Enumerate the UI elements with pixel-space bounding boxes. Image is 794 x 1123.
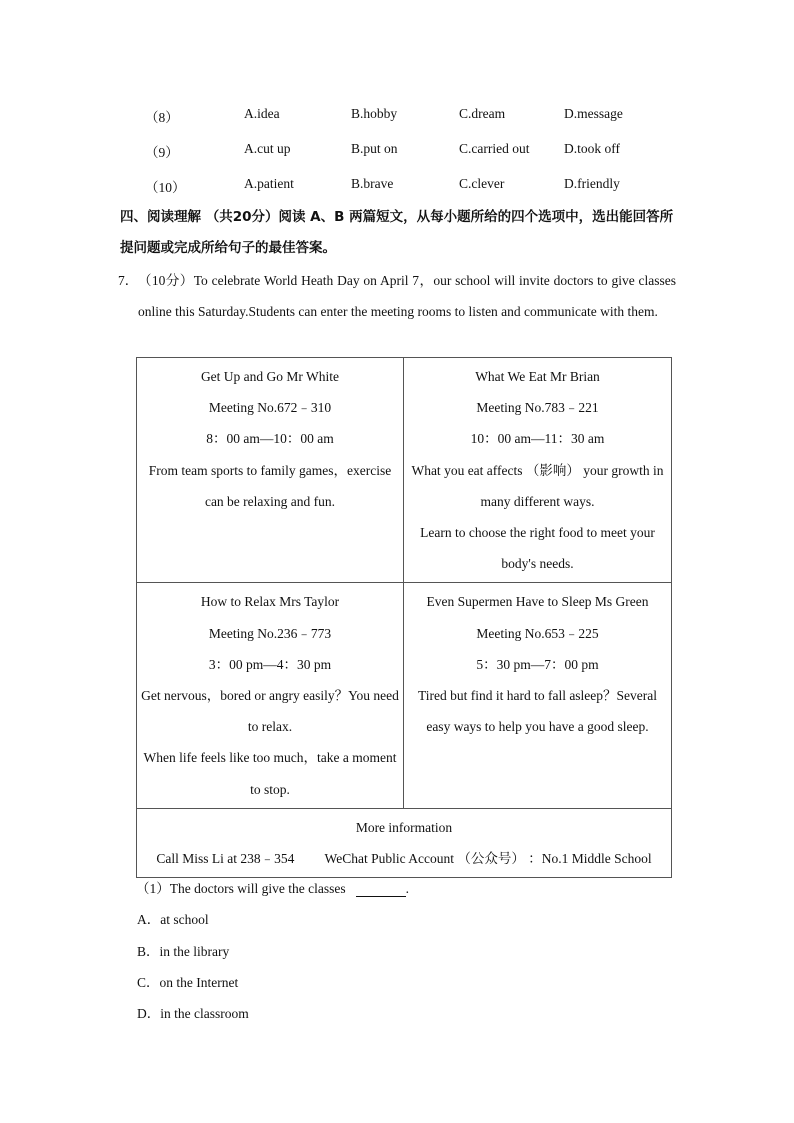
answer-blank bbox=[356, 882, 406, 897]
event-cell bbox=[137, 358, 404, 583]
option-a: A.patient bbox=[244, 176, 294, 191]
question-number: 7． bbox=[118, 273, 139, 288]
event-desc: Tired but find it hard to fall asleep？Several easy ways to help you have a good sleep. bbox=[417, 688, 658, 735]
option-a: A.cut up bbox=[244, 141, 291, 156]
sub-question-end: . bbox=[405, 881, 409, 896]
option-row-9 bbox=[0, 141, 794, 161]
event-time: 5：30 pm—7：00 pm bbox=[476, 656, 599, 672]
event-time: 10：00 am—11：30 am bbox=[470, 431, 605, 447]
event-time: 8：00 am—10：00 am bbox=[206, 431, 334, 447]
question-text: （10分）To celebrate World Heath Day on April 7，our school will invite doctors to give classes online this Saturday.Students can enter the meeting rooms to listen and communicate with them. bbox=[138, 273, 676, 319]
more-info-title: More information bbox=[355, 819, 453, 835]
choice-b: B．in the library bbox=[137, 944, 230, 959]
section-heading: 四、阅读理解 （共20分）阅读 A、B 两篇短文，从每小题所给的四个选项中，选出能回答所提问题或完成所给句子的最佳答案。 bbox=[120, 209, 674, 256]
event-meeting: Meeting No.236﹣773 bbox=[208, 625, 332, 641]
more-info-line: Call Miss Li at 238﹣354 WeChat Public Account （公众号） ：No.1 Middle School bbox=[156, 851, 652, 867]
option-d: D.took off bbox=[564, 141, 620, 156]
event-cell bbox=[404, 358, 672, 583]
option-number: （8） bbox=[145, 110, 179, 125]
option-row-10 bbox=[0, 176, 794, 196]
event-desc-2: When life feels like too much，take a moment to stop. bbox=[143, 750, 397, 797]
option-c: C.carried out bbox=[459, 141, 530, 156]
sub-question-stem: （1）The doctors will give the classes bbox=[136, 881, 346, 896]
event-title: Get Up and Go Mr White bbox=[200, 369, 340, 384]
choice-d: D．in the classroom bbox=[137, 1006, 249, 1021]
sub-question-1 bbox=[136, 877, 409, 897]
option-d: D.friendly bbox=[564, 176, 620, 191]
event-time: 3：00 pm—4：30 pm bbox=[208, 656, 332, 672]
event-desc: From team sports to family games，exercise can be relaxing and fun. bbox=[148, 462, 392, 509]
event-cell bbox=[404, 583, 672, 808]
more-info-cell bbox=[137, 808, 672, 877]
option-c: C.clever bbox=[459, 176, 505, 191]
event-desc: Get nervous，bored or angry easily？You need to relax. bbox=[141, 688, 399, 735]
option-number: （10） bbox=[145, 180, 186, 195]
event-meeting: Meeting No.783﹣221 bbox=[476, 400, 599, 416]
event-title: How to Relax Mrs Taylor bbox=[200, 594, 340, 610]
event-cell bbox=[137, 583, 404, 808]
event-desc-2: Learn to choose the right food to meet your body's needs. bbox=[420, 525, 655, 572]
event-meeting: Meeting No.672﹣310 bbox=[208, 400, 332, 416]
option-b: B.brave bbox=[351, 176, 394, 191]
option-b: B.hobby bbox=[351, 106, 398, 121]
choice-c: C．on the Internet bbox=[137, 975, 239, 990]
choice-a: A．at school bbox=[137, 912, 209, 927]
event-title: What We Eat Mr Brian bbox=[475, 369, 600, 384]
option-d: D.message bbox=[564, 106, 623, 121]
option-c: C.dream bbox=[459, 106, 506, 121]
event-table bbox=[136, 357, 672, 878]
option-row-8 bbox=[0, 106, 794, 126]
event-meeting: Meeting No.653﹣225 bbox=[476, 625, 599, 641]
option-number: （9） bbox=[145, 145, 179, 160]
event-title: Even Supermen Have to Sleep Ms Green bbox=[426, 594, 649, 610]
option-b: B.put on bbox=[351, 141, 398, 156]
option-a: A.idea bbox=[244, 106, 280, 121]
event-desc: What you eat affects （影响） your growth in many different ways. bbox=[411, 462, 664, 509]
question-7-intro bbox=[118, 265, 676, 327]
